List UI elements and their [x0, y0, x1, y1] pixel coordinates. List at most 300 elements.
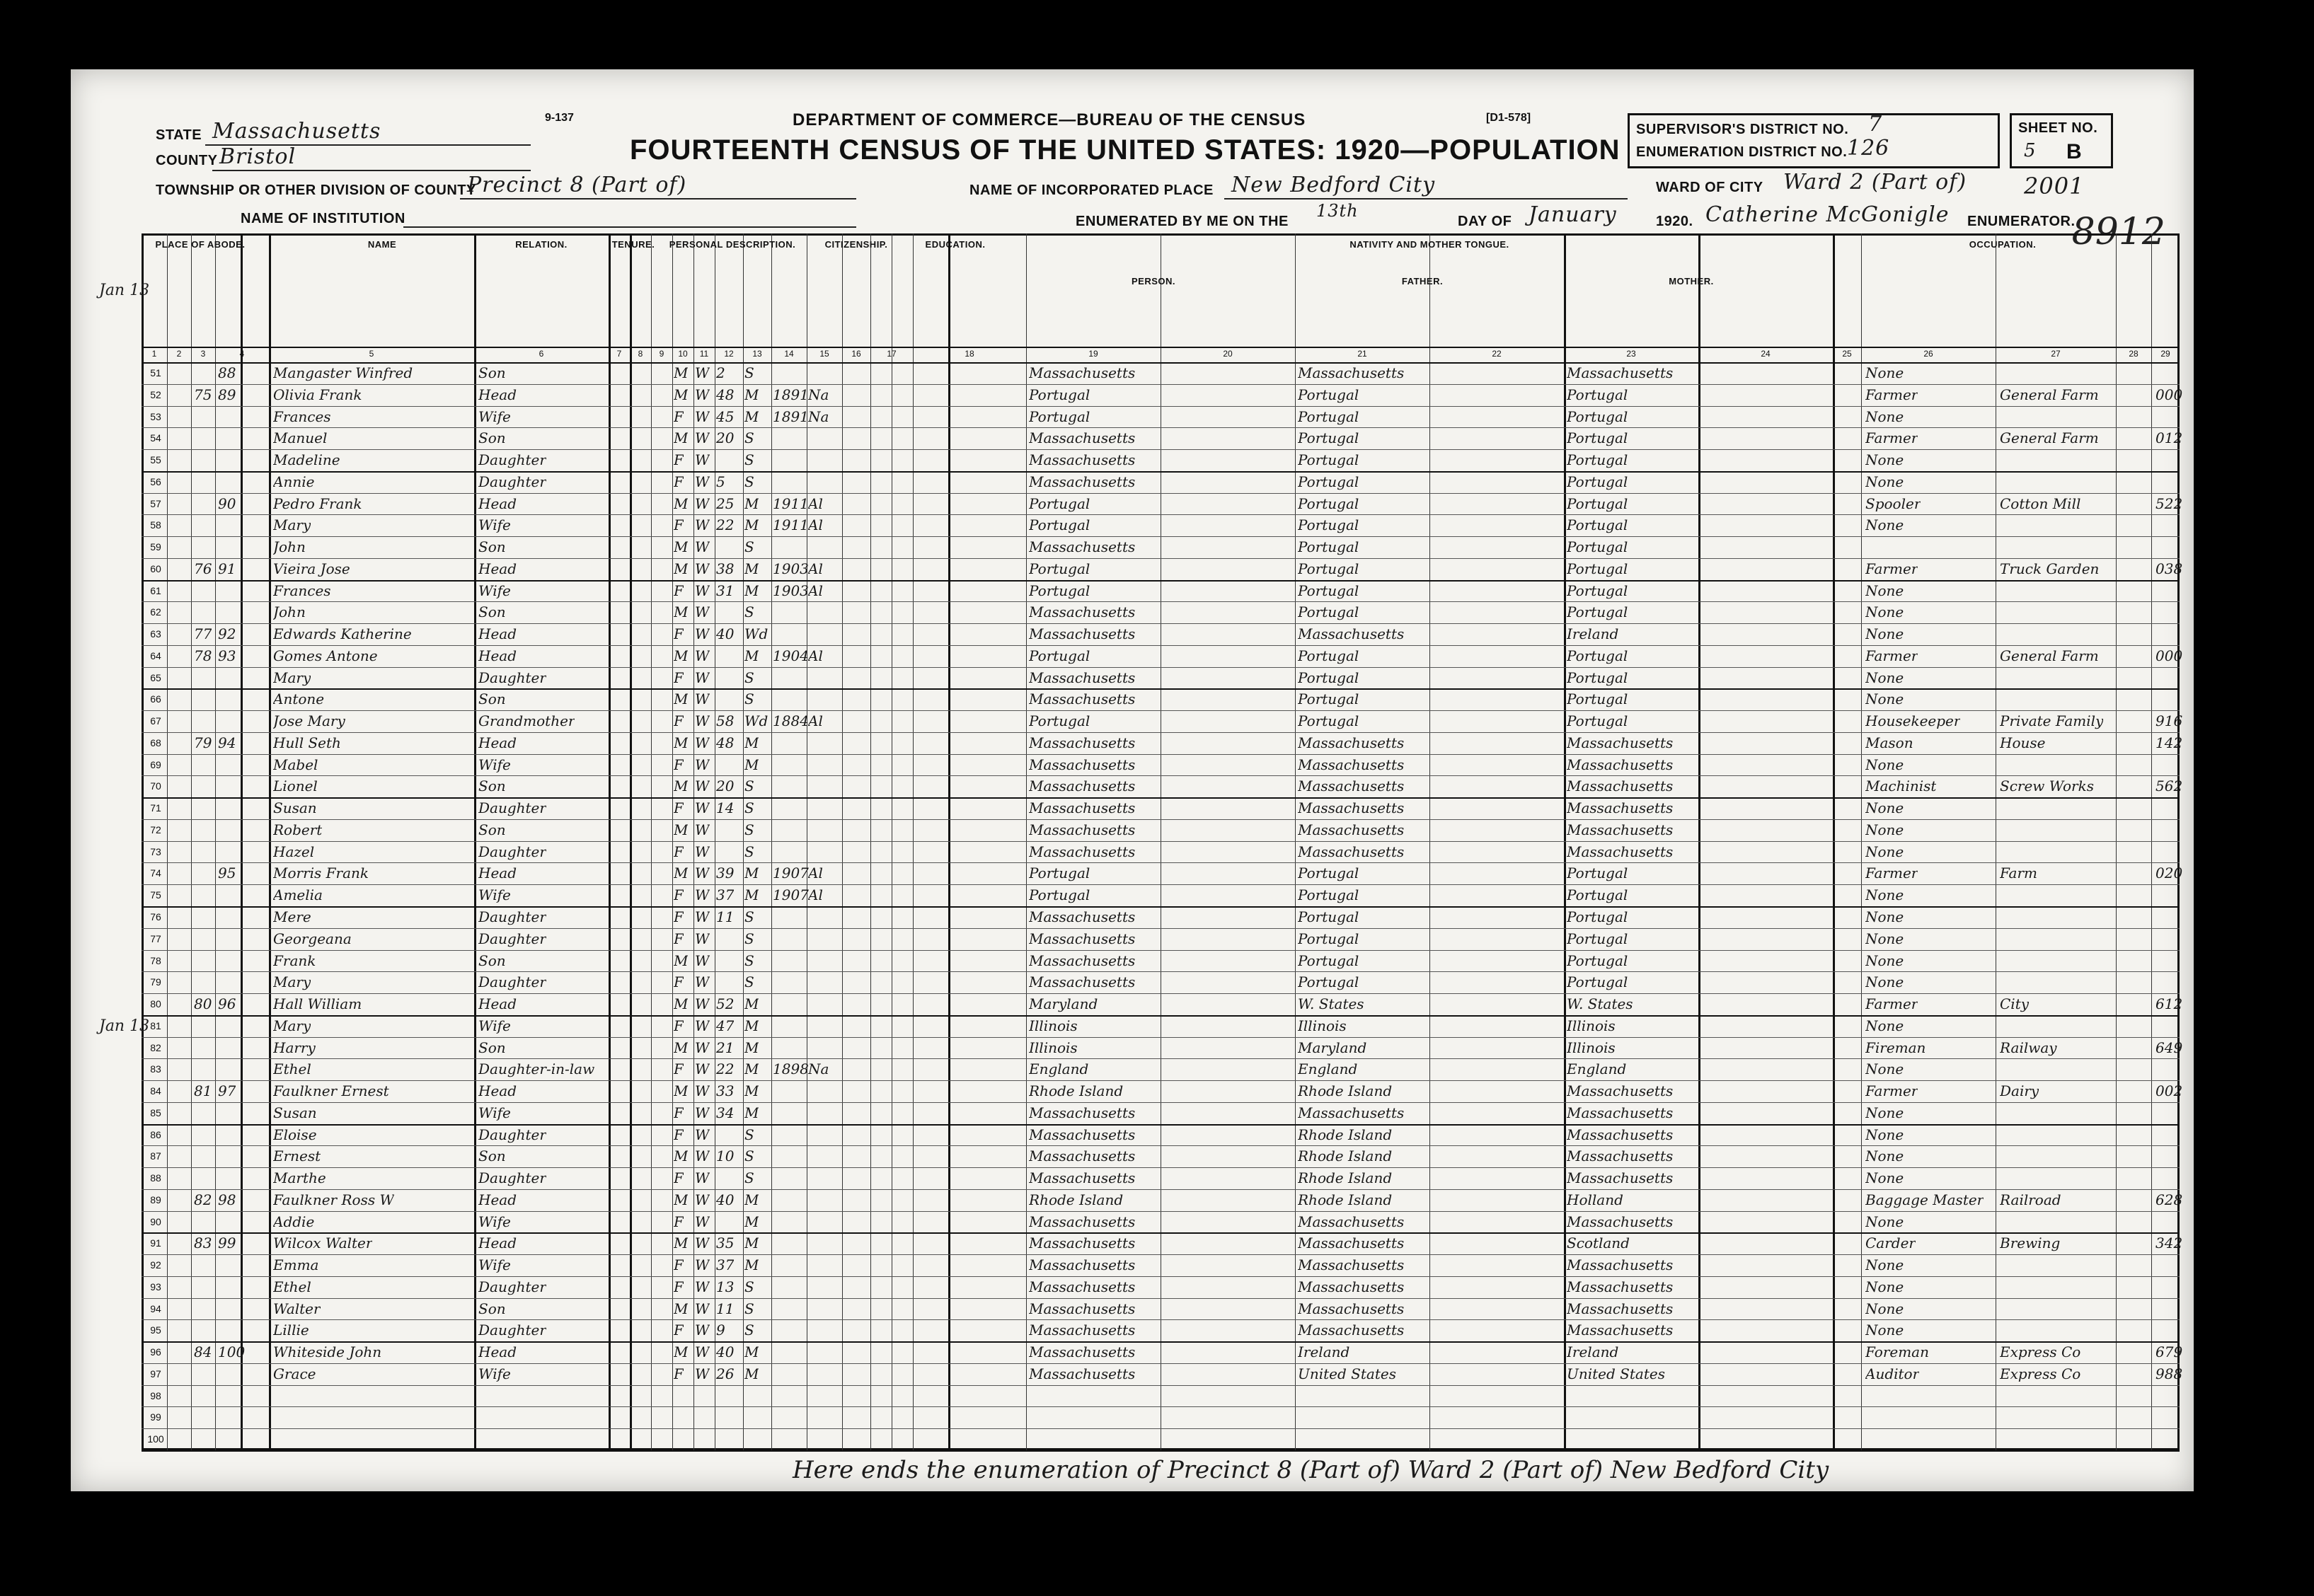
- age: 48: [716, 734, 735, 751]
- relation: Son: [478, 603, 506, 621]
- row-number: 66: [150, 693, 161, 705]
- row-number: 75: [150, 889, 161, 901]
- occupation: None: [1865, 364, 1904, 381]
- birthplace-mother: Massachusetts: [1567, 1322, 1674, 1339]
- occupation: None: [1865, 1017, 1904, 1034]
- birthplace-person: Portugal: [1029, 495, 1090, 512]
- dwelling-number: 83: [194, 1234, 212, 1252]
- marital-status: M: [744, 1104, 759, 1121]
- immigration-year: 1904: [773, 647, 809, 664]
- row-number: 90: [150, 1215, 161, 1227]
- row-divider: [142, 1428, 2180, 1429]
- marital-status: S: [744, 1147, 754, 1165]
- marital-status: M: [744, 582, 759, 599]
- marital-status: S: [744, 690, 754, 708]
- row-number: 87: [150, 1150, 161, 1162]
- marital-status: M: [744, 1017, 759, 1034]
- age: 22: [716, 516, 735, 534]
- row-number: 62: [150, 606, 161, 618]
- sex: F: [674, 973, 684, 991]
- relation: Daughter: [478, 451, 546, 469]
- birthplace-mother: Portugal: [1567, 516, 1628, 534]
- column-number: 2: [176, 349, 182, 359]
- column-divider: [1698, 233, 1700, 1450]
- enumerator-label: ENUMERATOR.: [1967, 214, 2076, 229]
- occupation: None: [1865, 451, 1904, 469]
- birthplace-mother: Portugal: [1567, 865, 1628, 882]
- race: W: [695, 625, 710, 643]
- race: W: [695, 582, 710, 599]
- marital-status: S: [744, 538, 754, 556]
- row-number: 93: [150, 1280, 161, 1293]
- township-rule: [460, 198, 856, 200]
- column-number: 10: [678, 349, 688, 359]
- row-divider: [142, 536, 2180, 537]
- row-number: 95: [150, 1324, 161, 1336]
- sex: M: [674, 538, 689, 556]
- person-name: Edwards Katherine: [273, 625, 412, 643]
- race: W: [695, 1322, 710, 1339]
- industry: General Farm: [2000, 647, 2099, 664]
- person-name: Annie: [273, 473, 315, 490]
- person-name: Amelia: [273, 886, 323, 904]
- occupation: None: [1865, 821, 1904, 838]
- person-name: Georgeana: [273, 930, 352, 947]
- relation: Daughter: [478, 1126, 546, 1143]
- marital-status: M: [744, 1060, 759, 1078]
- age: 48: [716, 386, 735, 403]
- column-divider: [1429, 233, 1430, 1450]
- relation: Daughter: [478, 473, 546, 490]
- industry: Express Co: [2000, 1343, 2081, 1361]
- sex: F: [674, 582, 684, 599]
- race: W: [695, 560, 710, 577]
- relation: Son: [478, 538, 506, 556]
- race: W: [695, 1213, 710, 1230]
- naturalization: Al: [808, 560, 823, 577]
- age: 33: [716, 1082, 735, 1100]
- column-number: 14: [784, 349, 794, 359]
- dwelling-number: 81: [194, 1082, 212, 1100]
- person-name: Hull Seth: [273, 734, 341, 751]
- person-name: Addie: [273, 1213, 315, 1230]
- immigration-year: 1891: [773, 407, 809, 425]
- family-number: 99: [218, 1234, 236, 1252]
- county-rule: [212, 170, 531, 171]
- sex: M: [674, 1147, 689, 1165]
- row-number: 53: [150, 410, 161, 422]
- birthplace-mother: Massachusetts: [1567, 1300, 1674, 1317]
- person-name: Hazel: [273, 843, 315, 860]
- race: W: [695, 777, 710, 795]
- sex: F: [674, 1256, 684, 1274]
- corner-number: 2001: [2024, 173, 2085, 200]
- immigration-year: 1891: [773, 386, 809, 403]
- birthplace-person: Massachusetts: [1029, 1278, 1136, 1295]
- relation: Son: [478, 364, 506, 381]
- relation: Daughter: [478, 908, 546, 925]
- relation: Daughter: [478, 1322, 546, 1339]
- person-name: Olivia Frank: [273, 386, 362, 403]
- marital-status: M: [744, 1234, 759, 1252]
- column-divider: [269, 233, 271, 1450]
- birthplace-mother: Illinois: [1567, 1017, 1616, 1034]
- birthplace-father: Portugal: [1298, 538, 1359, 556]
- group-education: EDUCATION.: [925, 239, 986, 250]
- birthplace-mother: Portugal: [1567, 908, 1628, 925]
- occupation: None: [1865, 799, 1904, 817]
- occupation: Carder: [1865, 1234, 1916, 1252]
- birthplace-person: Maryland: [1029, 995, 1098, 1013]
- race: W: [695, 843, 710, 860]
- state-value: Massachusetts: [212, 119, 381, 144]
- occupation: None: [1865, 886, 1904, 904]
- township-value: Precinct 8 (Part of): [467, 173, 687, 197]
- family-number: 97: [218, 1082, 236, 1100]
- person-name: Mary: [273, 669, 311, 686]
- industry: Private Family: [2000, 712, 2104, 730]
- industry: House: [2000, 734, 2046, 751]
- month-value: January: [1529, 202, 1617, 227]
- sex: F: [674, 930, 684, 947]
- family-number: 89: [218, 386, 236, 403]
- birthplace-mother: Holland: [1567, 1191, 1623, 1208]
- person-name: Pedro Frank: [273, 495, 362, 512]
- family-number: 88: [218, 364, 236, 381]
- birthplace-person: Massachusetts: [1029, 843, 1136, 860]
- naturalization: Al: [808, 647, 823, 664]
- marital-status: S: [744, 429, 754, 447]
- birthplace-person: Massachusetts: [1029, 756, 1136, 773]
- marital-status: S: [744, 973, 754, 991]
- row-number: 84: [150, 1085, 161, 1097]
- relation: Wife: [478, 516, 511, 534]
- marital-status: M: [744, 886, 759, 904]
- occupation: Farmer: [1865, 429, 1918, 447]
- race: W: [695, 799, 710, 817]
- birthplace-father: Portugal: [1298, 495, 1359, 512]
- birthplace-father: Portugal: [1298, 407, 1359, 425]
- race: W: [695, 451, 710, 469]
- birthplace-mother: Massachusetts: [1567, 1256, 1674, 1274]
- relation: Head: [478, 865, 517, 882]
- person-name: Manuel: [273, 429, 328, 447]
- marital-status: S: [744, 1169, 754, 1187]
- sheet-letter: B: [2066, 140, 2083, 163]
- header-divider: [142, 347, 2180, 348]
- age: 31: [716, 582, 735, 599]
- birthplace-mother: Portugal: [1567, 407, 1628, 425]
- birthplace-father: Portugal: [1298, 865, 1359, 882]
- row-number: 68: [150, 736, 161, 748]
- relation: Head: [478, 495, 517, 512]
- sex: M: [674, 560, 689, 577]
- immigration-year: 1911: [773, 495, 809, 512]
- relation: Wife: [478, 1104, 511, 1121]
- occupation: None: [1865, 1169, 1904, 1187]
- person-name: Susan: [273, 1104, 317, 1121]
- birthplace-person: Massachusetts: [1029, 1169, 1136, 1187]
- column-divider: [1026, 233, 1027, 1450]
- occupation: None: [1865, 843, 1904, 860]
- day-of-label: DAY OF: [1458, 214, 1512, 229]
- person-name: Ernest: [273, 1147, 321, 1165]
- group-citizenship: CITIZENSHIP.: [824, 239, 888, 250]
- birthplace-mother: Scotland: [1567, 1234, 1630, 1252]
- side-note-jan13-mid: Jan 13: [99, 1017, 150, 1035]
- column-number: 21: [1357, 349, 1367, 359]
- birthplace-mother: Portugal: [1567, 603, 1628, 621]
- relation: Daughter: [478, 1169, 546, 1187]
- relation: Son: [478, 1300, 506, 1317]
- marital-status: S: [744, 952, 754, 969]
- marital-status: S: [744, 1126, 754, 1143]
- birthplace-person: Massachusetts: [1029, 1300, 1136, 1317]
- person-name: Eloise: [273, 1126, 317, 1143]
- age: 13: [716, 1278, 735, 1295]
- birthplace-person: Massachusetts: [1029, 1343, 1136, 1361]
- column-number: 6: [539, 349, 544, 359]
- birthplace-mother: Ireland: [1567, 1343, 1619, 1361]
- birthplace-father: Portugal: [1298, 451, 1359, 469]
- column-number: 12: [724, 349, 734, 359]
- occupation-code: 000: [2155, 386, 2183, 403]
- person-name: Frances: [273, 407, 331, 425]
- person-name: John: [273, 603, 306, 621]
- occupation-code: 342: [2155, 1234, 2183, 1252]
- column-divider: [743, 233, 744, 1450]
- race: W: [695, 1060, 710, 1078]
- occupation-code: 628: [2155, 1191, 2183, 1208]
- race: W: [695, 386, 710, 403]
- relation: Son: [478, 777, 506, 795]
- sex: M: [674, 386, 689, 403]
- marital-status: S: [744, 669, 754, 686]
- birthplace-father: Ireland: [1298, 1343, 1350, 1361]
- age: 45: [716, 407, 735, 425]
- column-number: 1: [151, 349, 157, 359]
- birthplace-father: Rhode Island: [1298, 1126, 1393, 1143]
- birthplace-father: Portugal: [1298, 582, 1359, 599]
- family-number: 94: [218, 734, 236, 751]
- relation: Wife: [478, 886, 511, 904]
- birthplace-father: Portugal: [1298, 690, 1359, 708]
- dwelling-number: 77: [194, 625, 212, 643]
- birthplace-mother: Portugal: [1567, 451, 1628, 469]
- birthplace-father: Rhode Island: [1298, 1169, 1393, 1187]
- birthplace-mother: Massachusetts: [1567, 1104, 1674, 1121]
- sex: M: [674, 1343, 689, 1361]
- column-divider: [651, 233, 652, 1450]
- ward-label: WARD OF CITY: [1656, 180, 1763, 195]
- birthplace-father: Portugal: [1298, 952, 1359, 969]
- birthplace-mother: Portugal: [1567, 495, 1628, 512]
- sex: M: [674, 952, 689, 969]
- age: 40: [716, 1191, 735, 1208]
- person-name: Lionel: [273, 777, 318, 795]
- birthplace-mother: Massachusetts: [1567, 821, 1674, 838]
- row-number: 94: [150, 1302, 161, 1314]
- column-number: 25: [1842, 349, 1852, 359]
- person-name: Gomes Antone: [273, 647, 378, 664]
- enumerator-name: Catherine McGonigle: [1705, 202, 1950, 227]
- naturalization: Al: [808, 516, 823, 534]
- column-divider: [1861, 233, 1862, 1450]
- occupation: Auditor: [1865, 1365, 1920, 1382]
- age: 35: [716, 1234, 735, 1252]
- age: 52: [716, 995, 735, 1013]
- age: 58: [716, 712, 735, 730]
- family-number: 100: [218, 1343, 246, 1361]
- race: W: [695, 429, 710, 447]
- person-name: Morris Frank: [273, 865, 369, 882]
- form-code: [D1-578]: [1486, 112, 1531, 124]
- marital-status: S: [744, 1322, 754, 1339]
- occupation: Mason: [1865, 734, 1913, 751]
- occupation: Farmer: [1865, 560, 1918, 577]
- column-divider: [693, 233, 694, 1450]
- sex: F: [674, 1278, 684, 1295]
- marital-status: M: [744, 734, 759, 751]
- sex: F: [674, 669, 684, 686]
- birthplace-mother: Massachusetts: [1567, 1082, 1674, 1100]
- column-number: 26: [1923, 349, 1933, 359]
- marital-status: M: [744, 407, 759, 425]
- birthplace-father: United States: [1298, 1365, 1396, 1382]
- column-divider: [771, 233, 772, 1450]
- age: 25: [716, 495, 735, 512]
- row-number: 97: [150, 1367, 161, 1380]
- sex: F: [674, 712, 684, 730]
- person-name: Emma: [273, 1256, 319, 1274]
- incorporated-value: New Bedford City: [1231, 173, 1436, 197]
- relation: Daughter: [478, 973, 546, 991]
- side-note-jan13-top: Jan 13: [99, 282, 150, 299]
- person-name: Ethel: [273, 1060, 311, 1078]
- occupation: None: [1865, 516, 1904, 534]
- person-name: Frances: [273, 582, 331, 599]
- sex: M: [674, 495, 689, 512]
- birthplace-person: England: [1029, 1060, 1089, 1078]
- person-name: Susan: [273, 799, 317, 817]
- row-number: 100: [147, 1433, 164, 1445]
- sex: M: [674, 995, 689, 1013]
- column-divider: [215, 233, 216, 1450]
- race: W: [695, 865, 710, 882]
- race: W: [695, 1126, 710, 1143]
- age: 10: [716, 1147, 735, 1165]
- birthplace-father: Massachusetts: [1298, 625, 1405, 643]
- occupation-code: 000: [2155, 647, 2183, 664]
- row-number: 70: [150, 780, 161, 792]
- occupation: None: [1865, 690, 1904, 708]
- birthplace-mother: Massachusetts: [1567, 1278, 1674, 1295]
- group-tenure: TENURE.: [611, 239, 655, 250]
- age: 26: [716, 1365, 735, 1382]
- family-number: 93: [218, 647, 236, 664]
- relation: Wife: [478, 1213, 511, 1230]
- sex: M: [674, 1191, 689, 1208]
- age: 37: [716, 1256, 735, 1274]
- industry: Truck Garden: [2000, 560, 2100, 577]
- birthplace-person: Portugal: [1029, 712, 1090, 730]
- birthplace-father: Massachusetts: [1298, 843, 1405, 860]
- column-number: 24: [1761, 349, 1771, 359]
- dwelling-number: 76: [194, 560, 212, 577]
- birthplace-person: Massachusetts: [1029, 669, 1136, 686]
- birthplace-person: Massachusetts: [1029, 451, 1136, 469]
- occupation: Baggage Master: [1865, 1191, 1984, 1208]
- birthplace-father: Rhode Island: [1298, 1191, 1393, 1208]
- birthplace-mother: Massachusetts: [1567, 734, 1674, 751]
- age: 20: [716, 429, 735, 447]
- row-number: 67: [150, 715, 161, 727]
- immigration-year: 1911: [773, 516, 809, 534]
- institution-rule: [403, 226, 856, 228]
- age: 11: [716, 1300, 735, 1317]
- marital-status: S: [744, 821, 754, 838]
- birthplace-father: Rhode Island: [1298, 1147, 1393, 1165]
- birthplace-person: Massachusetts: [1029, 473, 1136, 490]
- birthplace-person: Massachusetts: [1029, 777, 1136, 795]
- occupation: Foreman: [1865, 1343, 1929, 1361]
- naturalization: Al: [808, 712, 823, 730]
- naturalization: Al: [808, 865, 823, 882]
- sex: M: [674, 1082, 689, 1100]
- birthplace-person: Portugal: [1029, 407, 1090, 425]
- row-number: 60: [150, 562, 161, 574]
- row-number: 58: [150, 519, 161, 531]
- relation: Daughter: [478, 930, 546, 947]
- row-number: 76: [150, 911, 161, 923]
- group-name: NAME: [367, 239, 397, 250]
- relation: Daughter-in-law: [478, 1060, 595, 1078]
- occupation-code: 562: [2155, 777, 2183, 795]
- industry: Railroad: [2000, 1191, 2061, 1208]
- relation: Daughter: [478, 843, 546, 860]
- family-number: 98: [218, 1191, 236, 1208]
- marital-status: M: [744, 1365, 759, 1382]
- relation: Son: [478, 952, 506, 969]
- industry: City: [2000, 995, 2030, 1013]
- column-divider: [913, 233, 914, 1450]
- relation: Wife: [478, 1256, 511, 1274]
- birthplace-father: Massachusetts: [1298, 777, 1405, 795]
- person-name: Grace: [273, 1365, 316, 1382]
- sex: F: [674, 843, 684, 860]
- dwelling-number: 82: [194, 1191, 212, 1208]
- birthplace-father: Portugal: [1298, 908, 1359, 925]
- birthplace-mother: Massachusetts: [1567, 1213, 1674, 1230]
- column-divider: [842, 233, 843, 1450]
- industry: Brewing: [2000, 1234, 2061, 1252]
- birthplace-father: Portugal: [1298, 973, 1359, 991]
- person-name: Frank: [273, 952, 316, 969]
- marital-status: M: [744, 1343, 759, 1361]
- person-name: Madeline: [273, 451, 340, 469]
- birthplace-father: Massachusetts: [1298, 756, 1405, 773]
- dwelling-number: 78: [194, 647, 212, 664]
- person-name: Marthe: [273, 1169, 326, 1187]
- column-number: 13: [752, 349, 762, 359]
- marital-status: S: [744, 843, 754, 860]
- birthplace-father: Portugal: [1298, 560, 1359, 577]
- occupation: None: [1865, 908, 1904, 925]
- institution-label: NAME OF INSTITUTION: [241, 211, 405, 226]
- occupation-code: 679: [2155, 1343, 2183, 1361]
- occupation: Farmer: [1865, 647, 1918, 664]
- row-number: 56: [150, 475, 161, 487]
